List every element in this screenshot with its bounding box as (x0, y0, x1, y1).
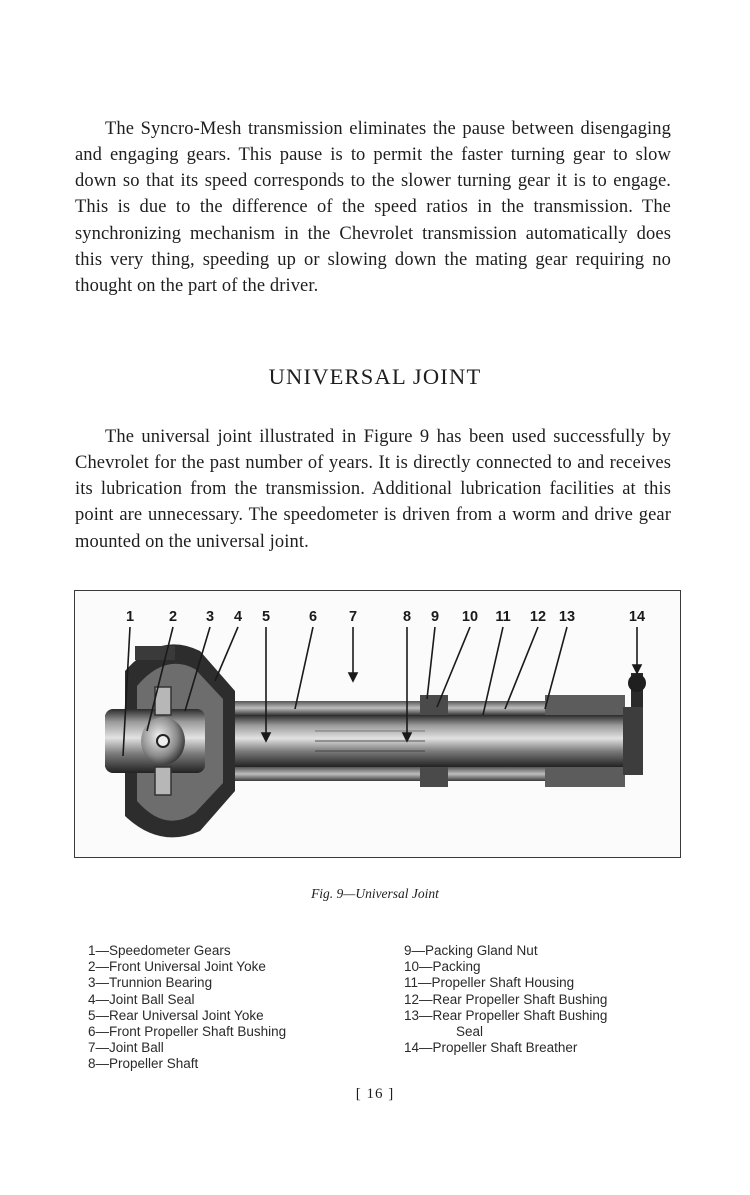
legend-item: 9—Packing Gland Nut (404, 943, 538, 958)
legend-right-column (404, 943, 607, 1056)
shaft-flange (623, 707, 643, 775)
universal-joint-illustration (75, 591, 680, 857)
legend-item: 4—Joint Ball Seal (88, 991, 195, 1007)
gland-nut-lower (420, 767, 448, 787)
callout-number-7: 7 (348, 609, 358, 625)
legend-item: 6—Front Propeller Shaft Bushing (88, 1024, 287, 1040)
callout-number-14: 14 (628, 609, 646, 625)
legend-left-column (88, 943, 286, 1073)
legend-item: 7—Joint Ball (88, 1040, 164, 1056)
callout-number-12: 12 (529, 609, 547, 625)
trunnion-pin (157, 735, 169, 747)
legend-item: 11—Propeller Shaft Housing (404, 975, 575, 991)
legend-item: 1—Speedometer Gears (88, 943, 231, 958)
legend-item: 13—Rear Propeller Shaft Bushing (404, 1007, 608, 1023)
callout-number-13: 13 (558, 609, 576, 625)
callout-number-3: 3 (205, 609, 215, 625)
legend-item: 2—Front Universal Joint Yoke (88, 959, 266, 975)
figure-caption: Fig. 9—Universal Joint (311, 886, 439, 901)
section-heading: UNIVERSAL JOINT (268, 364, 482, 389)
callout-number-10: 10 (461, 609, 479, 625)
page-number: [ 16 ] (355, 1086, 395, 1102)
callout-number-11: 11 (495, 609, 511, 625)
trunnion-bearing-lower (155, 767, 171, 795)
callout-number-6: 6 (308, 609, 318, 625)
rear-bushing-upper (545, 695, 625, 715)
rear-bushing-lower (545, 767, 625, 787)
body-paragraph-universal-joint: The universal joint illustrated in Figure 9 has been used successfully by Chevrolet for the past number of years. It is directly connected to and receives its lubrication from the transmission. Additional lubrication facilities at this point are unnecessary. The speedometer is driven from a worm and drive gear mounted on the universal joint. (75, 426, 671, 552)
gland-nut-upper (420, 695, 448, 715)
breather-cap (628, 674, 646, 692)
legend-item: 8—Propeller Shaft (88, 1056, 199, 1072)
legend-item: 10—Packing (404, 959, 481, 975)
legend-item: 12—Rear Propeller Shaft Bushing (404, 991, 608, 1007)
callout-number-9: 9 (430, 609, 440, 625)
callout-number-1: 1 (125, 609, 135, 625)
legend-item: 3—Trunnion Bearing (88, 975, 213, 991)
callout-number-8: 8 (402, 609, 412, 625)
speedometer-gear-housing (135, 646, 175, 660)
legend-item: 14—Propeller Shaft Breather (404, 1040, 578, 1056)
body-paragraph-syncro-mesh: The Syncro-Mesh transmission eliminates the pause between disengaging and engaging gears. This pause is to permit the faster turning gear to slow down so that its speed corresponds to the slower turning gear it is to engage. This is due to the difference of the speed ratios in the transmission. The synchronizing mechanism in the Chevrolet transmission automatically does this very thing, speeding up or slowing down the mating gear requiring no thought on the part of the driver. (75, 118, 671, 297)
callout-number-2: 2 (168, 609, 178, 625)
callout-labels (126, 609, 645, 625)
callout-number-4: 4 (233, 609, 243, 625)
figure-universal-joint (74, 590, 681, 858)
legend-item: 5—Rear Universal Joint Yoke (88, 1007, 264, 1023)
callout-number-5: 5 (261, 609, 271, 625)
legend-item-continuation: Seal (456, 1024, 484, 1040)
